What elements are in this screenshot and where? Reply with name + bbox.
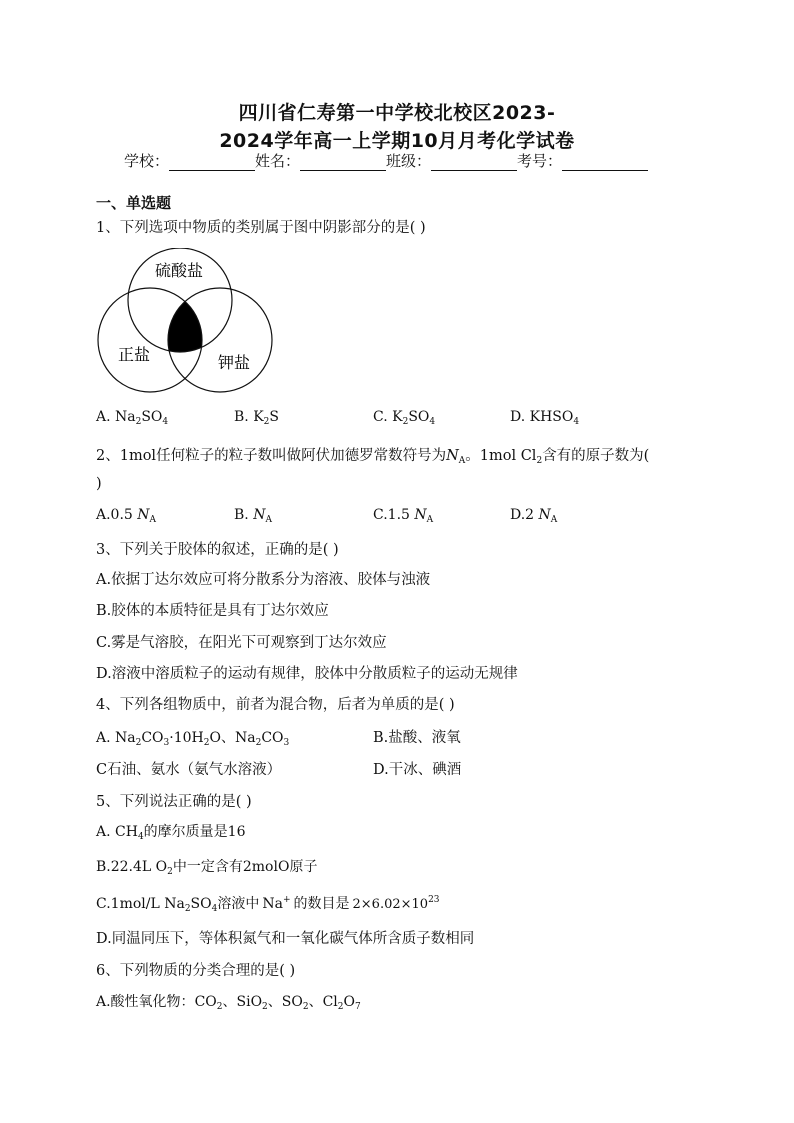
q1-stem: 1、下列选项中物质的类别属于图中阴影部分的是( ) (96, 220, 426, 236)
q6-stem: 6、下列物质的分类合理的是( ) (96, 963, 296, 979)
q3-option-b[interactable]: B.胶体的本质特征是具有丁达尔效应 (96, 603, 329, 619)
section-title: 一、单选题 (96, 194, 172, 212)
q2-stem-end: ) (96, 476, 102, 492)
q3-option-d[interactable]: D.溶液中溶质粒子的运动有规律，胶体中分散质粒子的运动无规律 (96, 666, 518, 682)
q4-stem: 4、下列各组物质中，前者为混合物，后者为单质的是( ) (96, 697, 455, 713)
q1-option-c[interactable]: C. $K_2SO_4$ (373, 409, 436, 427)
name-label: 姓名： (255, 152, 301, 170)
q1-option-d[interactable]: D. $KHSO_4$ (510, 409, 580, 427)
number-label: 考号： (517, 152, 563, 170)
q3-option-c[interactable]: C.雾是气溶胶，在阳光下可观察到丁达尔效应 (96, 635, 387, 651)
number-field[interactable] (562, 156, 648, 171)
q5-option-a[interactable]: A. $CH_4$的摩尔质量是16 (96, 824, 246, 842)
q5-option-b[interactable]: B.22.4L $O_2$中一定含有2molO原子 (96, 859, 318, 877)
q5-option-c[interactable]: C.1mol/L $Na_2SO_4$溶液中 Na+ 的数目是 $2\times 6.02\times 10^{23}$ (96, 895, 440, 914)
q4-option-b[interactable]: B.盐酸、液氧 (373, 730, 461, 746)
q3-option-a[interactable]: A.依据丁达尔效应可将分散系分为溶液、胶体与浊液 (96, 572, 431, 588)
q5-stem: 5、下列说法正确的是( ) (96, 794, 252, 810)
class-label: 班级： (386, 152, 432, 170)
class-field[interactable] (431, 156, 517, 171)
venn-label-right: 钾盐 (218, 353, 251, 372)
q3-stem: 3、下列关于胶体的叙述，正确的是( ) (96, 542, 339, 558)
q6-option-a[interactable]: A.酸性氧化物：$CO_2$、SiO$_2$、$SO_2$、$Cl_2O_7$ (96, 994, 361, 1012)
q1-option-b[interactable]: B. $K_2S$ (234, 409, 279, 427)
q2-option-c[interactable]: C.1.5 $N_A$ (373, 507, 434, 525)
school-label: 学校： (124, 152, 170, 170)
q4-option-a[interactable]: A. $Na_2CO_3\cdot 10H_2O$、$Na_2CO_3$ (96, 730, 290, 748)
q4-option-d[interactable]: D.干冰、碘酒 (373, 762, 462, 778)
q5-option-d[interactable]: D.同温同压下，等体积氮气和一氧化碳气体所含质子数相同 (96, 931, 475, 947)
q2-option-d[interactable]: D.2 $N_A$ (510, 507, 558, 525)
q2-stem: 2、1mol任何粒子的粒子数叫做阿伏加德罗常数符号为$N_A$。1mol $Cl_2$含有的原子数为( (96, 448, 650, 466)
name-field[interactable] (300, 156, 386, 171)
q1-option-a[interactable]: A. $Na_2SO_4$ (96, 409, 169, 427)
exam-title-line2: 2024学年高一上学期10月月考化学试卷 (219, 130, 575, 152)
q2-option-b[interactable]: B. $N_A$ (234, 507, 272, 525)
student-info-row (124, 150, 648, 171)
venn-diagram (92, 248, 282, 398)
school-field[interactable] (169, 156, 255, 171)
venn-label-left: 正盐 (118, 345, 151, 364)
q4-option-c[interactable]: C石油、氨水（氨气水溶液） (96, 762, 282, 778)
q2-option-a[interactable]: A.0.5 $N_A$ (96, 507, 157, 525)
exam-title-line1: 四川省仁寿第一中学校北校区2023- (238, 102, 556, 124)
venn-label-top: 硫酸盐 (155, 261, 204, 280)
